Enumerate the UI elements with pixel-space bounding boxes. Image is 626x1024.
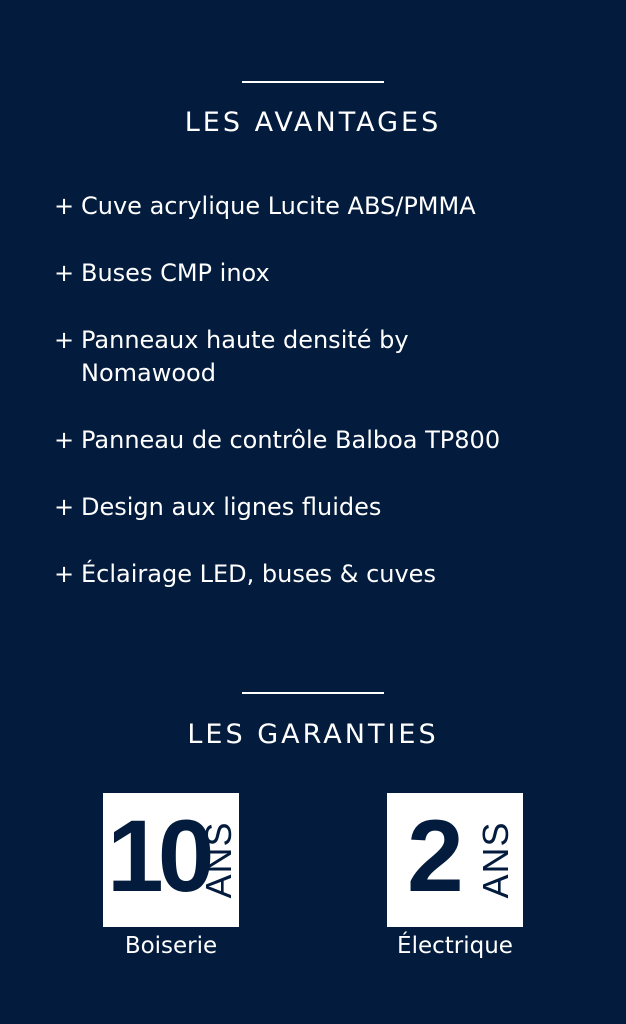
- list-item-text: Panneau de contrôle Balboa TP800: [81, 426, 501, 454]
- warranty-label: Électrique: [397, 933, 513, 959]
- avantages-list: [54, 190, 614, 625]
- list-item: [54, 190, 614, 223]
- warranty-boiserie: [103, 793, 239, 959]
- warranty-years: 2: [407, 799, 458, 913]
- warranty-label: Boiserie: [124, 933, 218, 959]
- list-item: [54, 558, 614, 591]
- warranty-badge: [387, 793, 523, 927]
- warranty-years: 10: [107, 799, 209, 913]
- avantages-title: LES AVANTAGES: [184, 107, 442, 138]
- list-item-text: Éclairage LED, buses & cuves: [81, 560, 436, 588]
- plus-marker: +: [54, 326, 75, 354]
- plus-marker: +: [54, 493, 75, 521]
- warranty-unit: ANS: [198, 821, 239, 899]
- list-item-text: Buses CMP inox: [81, 259, 270, 287]
- warranty-unit: ANS: [475, 821, 516, 899]
- list-item: [54, 424, 614, 457]
- list-item: [54, 324, 614, 390]
- plus-marker: +: [54, 192, 75, 220]
- list-item-text: Panneaux haute densité by Nomawood: [81, 326, 409, 387]
- warranty-electrique: [387, 793, 523, 959]
- list-item-text: Design aux lignes fluides: [81, 493, 382, 521]
- divider-bottom: [242, 692, 384, 694]
- list-item: [54, 257, 614, 290]
- plus-marker: +: [54, 560, 75, 588]
- plus-marker: +: [54, 426, 75, 454]
- list-item: [54, 491, 614, 524]
- garanties-title: LES GARANTIES: [187, 719, 439, 750]
- warranty-badge: [103, 793, 239, 927]
- list-item-text: Cuve acrylique Lucite ABS/PMMA: [81, 192, 476, 220]
- plus-marker: +: [54, 259, 75, 287]
- divider-top: [242, 81, 384, 83]
